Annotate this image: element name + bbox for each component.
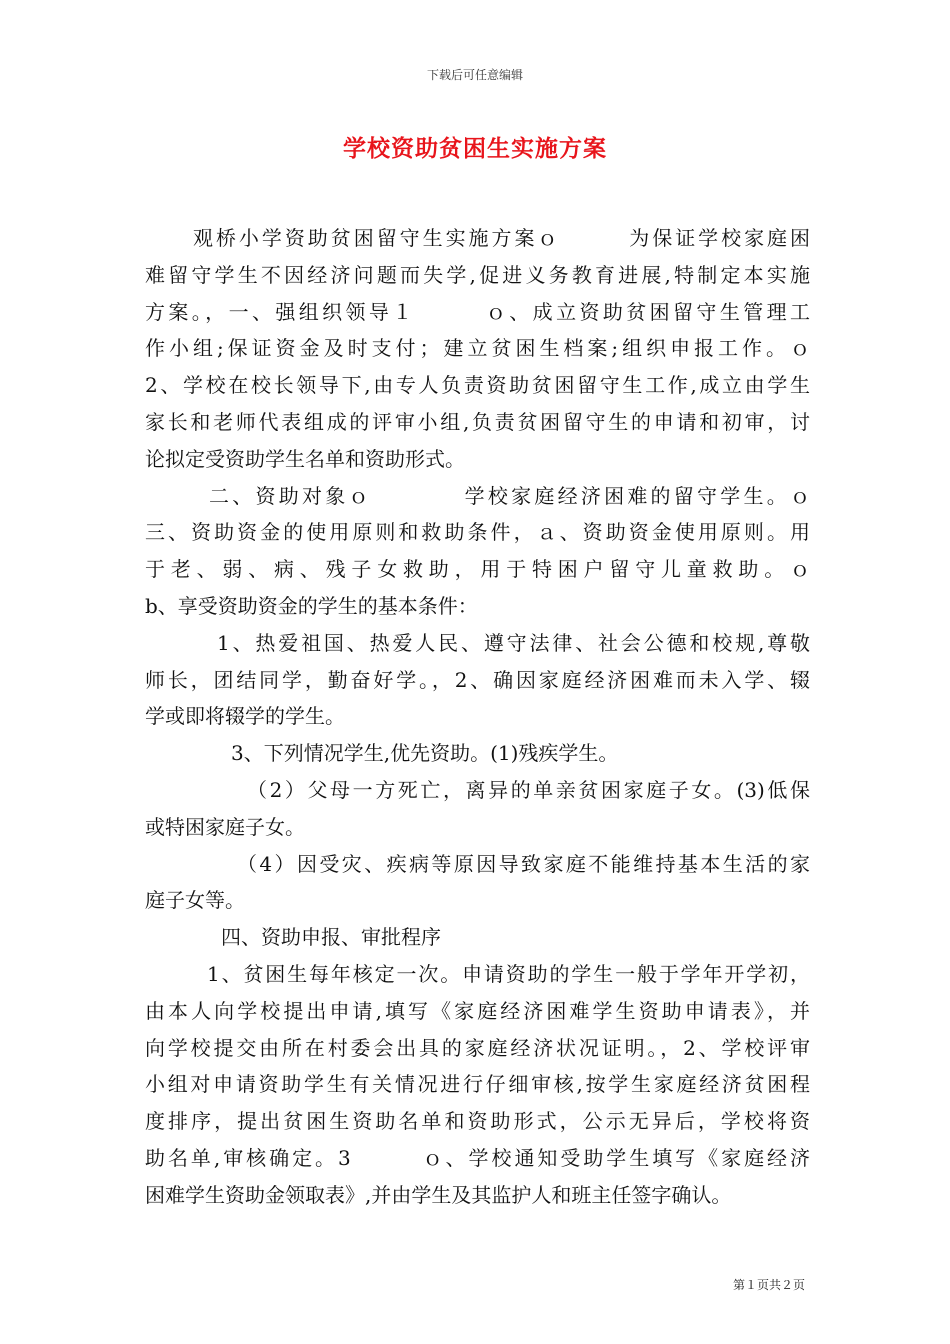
- body-line: 1、热爱祖国、热爱人民、遵守法律、社会公德和校规,尊敬: [217, 630, 810, 655]
- document-title: 学校资助贫困生实施方案: [343, 135, 607, 162]
- body-line: 助名单,审核确定。3 ｏ、学校通知受助学生填写《家庭经济: [145, 1145, 810, 1170]
- body-line: 或特困家庭子女。: [145, 814, 305, 839]
- body-line: 难留守学生不因经济问题而失学,促进义务教育进展,特制定本实施: [145, 262, 810, 287]
- body-line: 度排序，提出贫困生资助名单和资助形式，公示无异后，学校将资: [145, 1109, 810, 1134]
- body-line: 于老、弱、病、残子女救助，用于特困户留守儿童救助。ｏ: [145, 557, 810, 582]
- body-line: 1、贫困生每年核定一次。申请资助的学生一般于学年开学初，: [207, 961, 810, 986]
- body-line: 论拟定受资助学生名单和资助形式。: [145, 446, 465, 471]
- body-line: （4）因受灾、疾病等原因导致家庭不能维持基本生活的家: [237, 851, 810, 876]
- body-line: 二、资助对象ｏ 学校家庭经济困难的留守学生。ｏ: [209, 483, 810, 508]
- body-line: 三、资助资金的使用原则和救助条件，ａ、资助资金使用原则。用: [145, 520, 810, 545]
- body-line: 由本人向学校提出申请,填写《家庭经济困难学生资助申请表》，并: [145, 998, 810, 1023]
- body-line: 作小组;保证资金及时支付；建立贫困生档案;组织申报工作。ｏ: [145, 336, 810, 361]
- body-line: 师长，团结同学，勤奋好学。，2、确因家庭经济困难而未入学、辍: [145, 667, 810, 692]
- page-number: 第１页共２页: [732, 1278, 805, 1292]
- body-line: b、享受资助资金的学生的基本条件：: [145, 593, 478, 618]
- document-body: [145, 220, 810, 1214]
- body-line: 庭子女等。: [145, 888, 245, 913]
- body-line: （2）父母一方死亡，离异的单亲贫困家庭子女。(3)低保: [247, 777, 810, 802]
- body-line: 方案。，一、强组织领导１ ｏ、成立资助贫困留守生管理工: [145, 299, 810, 324]
- section-heading: 四、资助申报、审批程序: [221, 925, 441, 950]
- body-line: 向学校提交由所在村委会出具的家庭经济状况证明。，2、学校评审: [145, 1035, 810, 1060]
- body-line: 家长和老师代表组成的评审小组,负责贫困留守生的申请和初审，讨: [145, 409, 810, 434]
- body-line: 学或即将辍学的学生。: [145, 704, 345, 729]
- page-header: 下载后可任意编辑: [426, 68, 523, 82]
- body-line: 2、学校在校长领导下,由专人负责资助贫困留守生工作,成立由学生: [145, 373, 810, 398]
- body-line: 3、下列情况学生,优先资助。(1)残疾学生。: [231, 741, 619, 766]
- body-line: 小组对申请资助学生有关情况进行仔细审核,按学生家庭经济贫困程: [145, 1072, 810, 1097]
- body-line: 观桥小学资助贫困留守生实施方案ｏ 为保证学校家庭困: [193, 226, 810, 250]
- body-line: 困难学生资助金领取表》,并由学生及其监护人和班主任签字确认。: [145, 1182, 732, 1207]
